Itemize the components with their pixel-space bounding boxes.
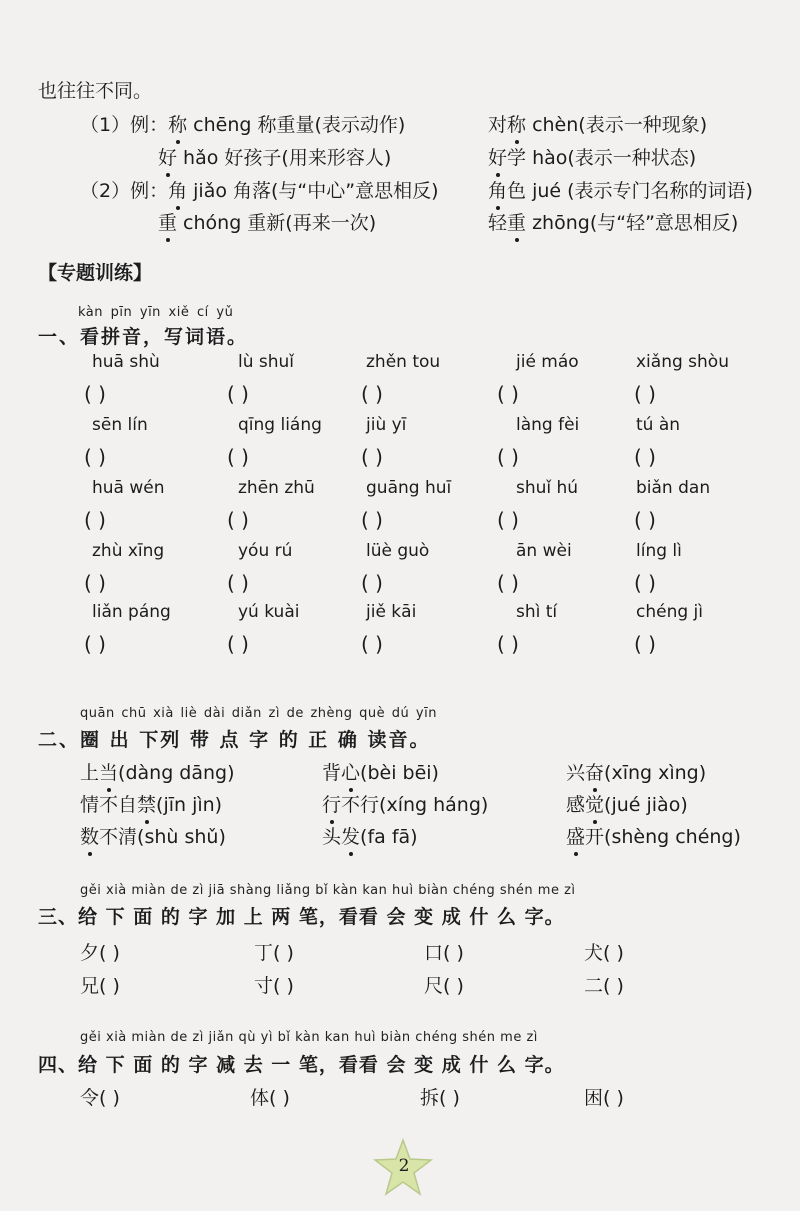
section-2-title: 二、圈 出 下列 带 点 字 的 正 确 读音。: [38, 729, 431, 751]
dotted-char[interactable]: 行: [322, 790, 341, 817]
example-text: 轻: [488, 212, 508, 234]
answer-blank[interactable]: ( ): [361, 445, 383, 469]
pinyin-options[interactable]: (jīn jìn): [156, 794, 223, 816]
pinyin-prompt: yóu rú: [238, 541, 293, 561]
dotted-char: 称: [168, 110, 187, 137]
add-strokes-item[interactable]: 尺( ): [424, 975, 464, 997]
pinyin-prompt: zhēn zhū: [238, 478, 315, 498]
reading-choice-item: [322, 822, 418, 849]
word-part: 上: [80, 762, 100, 784]
example-2-line-2: [158, 208, 376, 235]
answer-blank[interactable]: ( ): [84, 508, 106, 532]
pinyin-prompt: xiǎng shòu: [636, 352, 729, 372]
pinyin-options[interactable]: (shèng chéng): [604, 826, 741, 848]
word-part: 背: [322, 762, 342, 784]
answer-blank[interactable]: ( ): [634, 382, 656, 406]
answer-blank[interactable]: ( ): [227, 445, 249, 469]
remove-stroke-item[interactable]: 拆( ): [420, 1087, 460, 1109]
reading-choice-item: [80, 790, 222, 817]
dotted-char[interactable]: 数: [80, 822, 99, 849]
pinyin-prompt: zhěn tou: [366, 352, 441, 372]
pinyin-options[interactable]: (xīng xìng): [604, 762, 707, 784]
section-2-pinyin: quān chū xià liè dài diǎn zì de zhèng què dú yīn: [80, 706, 437, 721]
example-text: chóng 重新(再来一次): [177, 212, 377, 234]
dotted-char[interactable]: 当: [99, 758, 118, 785]
dotted-char: 称: [507, 110, 526, 137]
pinyin-prompt: huā wén: [92, 478, 165, 498]
example-text: chèn(表示一种现象): [526, 114, 708, 136]
answer-blank[interactable]: ( ): [227, 508, 249, 532]
reading-choice-item: [322, 758, 439, 785]
pinyin-prompt: lù shuǐ: [238, 352, 295, 372]
word-part: 头: [322, 826, 342, 848]
section-4-title: 四、给 下 面 的 字 减 去 一 笔，看看 会 变 成 什 么 字。: [38, 1054, 565, 1076]
word-part: 不清: [99, 826, 138, 848]
pinyin-prompt: guāng huī: [366, 478, 452, 498]
example-text: hǎo 好孩子(用来形容人): [177, 147, 392, 169]
pinyin-options[interactable]: (dàng dāng): [118, 762, 235, 784]
dotted-char[interactable]: 心: [341, 758, 360, 785]
answer-blank[interactable]: ( ): [497, 632, 519, 656]
pinyin-prompt: sēn lín: [92, 415, 148, 435]
section-1-pinyin: kàn pīn yīn xiě cí yǔ: [78, 305, 234, 320]
page-number: 2: [398, 1156, 410, 1176]
add-strokes-item[interactable]: 夕( ): [80, 942, 120, 964]
dotted-char[interactable]: 觉: [585, 790, 604, 817]
reading-choice-item: [566, 790, 688, 817]
answer-blank[interactable]: ( ): [361, 571, 383, 595]
pinyin-options[interactable]: (xíng háng): [379, 794, 489, 816]
pinyin-prompt: shì tí: [516, 602, 558, 622]
pinyin-prompt: shuǐ hú: [516, 478, 579, 498]
example-label: （1）例：: [80, 114, 169, 136]
answer-blank[interactable]: ( ): [634, 571, 656, 595]
word-part: 感: [566, 794, 586, 816]
answer-blank[interactable]: ( ): [634, 632, 656, 656]
pinyin-prompt: ān wèi: [516, 541, 572, 561]
pinyin-prompt: lüè guò: [366, 541, 430, 561]
dotted-char: 重: [507, 208, 526, 235]
pinyin-prompt: huā shù: [92, 352, 160, 372]
answer-blank[interactable]: ( ): [227, 632, 249, 656]
answer-blank[interactable]: ( ): [84, 632, 106, 656]
add-strokes-item[interactable]: 兄( ): [80, 975, 120, 997]
pinyin-options[interactable]: (jué jiào): [604, 794, 688, 816]
add-strokes-item[interactable]: 寸( ): [254, 975, 294, 997]
pinyin-prompt: jiù yī: [366, 415, 407, 435]
example-1-line-2-right: [488, 143, 696, 170]
example-2-line-2-right: [488, 208, 738, 235]
dotted-char[interactable]: 发: [341, 822, 360, 849]
answer-blank[interactable]: ( ): [361, 508, 383, 532]
answer-blank[interactable]: ( ): [361, 632, 383, 656]
word-part: 开: [585, 826, 605, 848]
word-part: 情不自: [80, 794, 138, 816]
pinyin-prompt: liǎn páng: [92, 602, 171, 622]
answer-blank[interactable]: ( ): [497, 508, 519, 532]
pinyin-prompt: yú kuài: [238, 602, 300, 622]
answer-blank[interactable]: ( ): [634, 508, 656, 532]
dotted-char: 重: [158, 208, 177, 235]
special-training-heading: 【专题训练】: [38, 262, 153, 284]
add-strokes-item[interactable]: 二( ): [584, 975, 624, 997]
example-2-line-1-right: [488, 176, 753, 203]
reading-choice-item: [566, 822, 741, 849]
word-part: 不行: [341, 794, 380, 816]
example-text: chēng 称重量(表示动作): [187, 114, 406, 136]
example-1-line-2: [158, 143, 391, 170]
example-1-line-1: [80, 110, 405, 137]
add-strokes-item[interactable]: 丁( ): [254, 942, 294, 964]
remove-stroke-item[interactable]: 困( ): [584, 1087, 624, 1109]
example-1-line-1-right: [488, 110, 707, 137]
example-text: jiǎo 角落(与“中心”意思相反): [187, 180, 439, 202]
answer-blank[interactable]: ( ): [361, 382, 383, 406]
pinyin-prompt: líng lì: [636, 541, 682, 561]
reading-choice-item: [322, 790, 488, 817]
example-label: （2）例：: [80, 180, 169, 202]
add-strokes-item[interactable]: 口( ): [424, 942, 464, 964]
example-text: 学: [507, 147, 527, 169]
intro-line: 也往往不同。: [38, 80, 153, 102]
pinyin-prompt: zhù xīng: [92, 541, 165, 561]
answer-blank[interactable]: ( ): [227, 382, 249, 406]
dotted-char[interactable]: 禁: [137, 790, 156, 817]
example-text: 色: [507, 180, 527, 202]
dotted-char: 好: [158, 143, 177, 170]
reading-choice-item: [80, 758, 235, 785]
dotted-char: 角: [168, 176, 187, 203]
section-3-title: 三、给 下 面 的 字 加 上 两 笔，看看 会 变 成 什 么 字。: [38, 906, 565, 928]
example-text: 对: [488, 114, 508, 136]
pinyin-options[interactable]: (fa fā): [360, 826, 418, 848]
remove-stroke-item[interactable]: 体( ): [250, 1087, 290, 1109]
reading-choice-item: [80, 822, 226, 849]
section-3-pinyin: gěi xià miàn de zì jiā shàng liǎng bǐ kàn kan huì biàn chéng shén me zì: [80, 883, 576, 898]
answer-blank[interactable]: ( ): [497, 571, 519, 595]
pinyin-options[interactable]: (bèi bēi): [360, 762, 439, 784]
answer-blank[interactable]: ( ): [227, 571, 249, 595]
example-2-line-1: [80, 176, 439, 203]
word-part: 兴: [566, 762, 586, 784]
section-1-title: 一、看拼音，写词语。: [38, 326, 249, 348]
pinyin-prompt: biǎn dan: [636, 478, 711, 498]
dotted-char[interactable]: 盛: [566, 822, 585, 849]
dotted-char: 好: [488, 143, 507, 170]
example-text: jué (表示专门名称的词语): [526, 180, 753, 202]
pinyin-prompt: làng fèi: [516, 415, 580, 435]
answer-blank[interactable]: ( ): [84, 382, 106, 406]
example-text: hào(表示一种状态): [526, 147, 697, 169]
answer-blank[interactable]: ( ): [634, 445, 656, 469]
pinyin-prompt: tú àn: [636, 415, 681, 435]
reading-choice-item: [566, 758, 706, 785]
dotted-char: 角: [488, 176, 507, 203]
answer-blank[interactable]: ( ): [84, 445, 106, 469]
remove-stroke-item[interactable]: 令( ): [80, 1087, 120, 1109]
pinyin-prompt: qīng liáng: [238, 415, 322, 435]
pinyin-prompt: jié máo: [516, 352, 579, 372]
example-text: zhōng(与“轻”意思相反): [526, 212, 739, 234]
pinyin-options[interactable]: (shù shǔ): [137, 826, 226, 848]
dotted-char[interactable]: 奋: [585, 758, 604, 785]
pinyin-prompt: chéng jì: [636, 602, 703, 622]
pinyin-prompt: jiě kāi: [366, 602, 417, 622]
add-strokes-item[interactable]: 犬( ): [584, 942, 624, 964]
answer-blank[interactable]: ( ): [497, 445, 519, 469]
answer-blank[interactable]: ( ): [84, 571, 106, 595]
answer-blank[interactable]: ( ): [497, 382, 519, 406]
section-4-pinyin: gěi xià miàn de zì jiǎn qù yì bǐ kàn kan huì biàn chéng shén me zì: [80, 1030, 538, 1045]
